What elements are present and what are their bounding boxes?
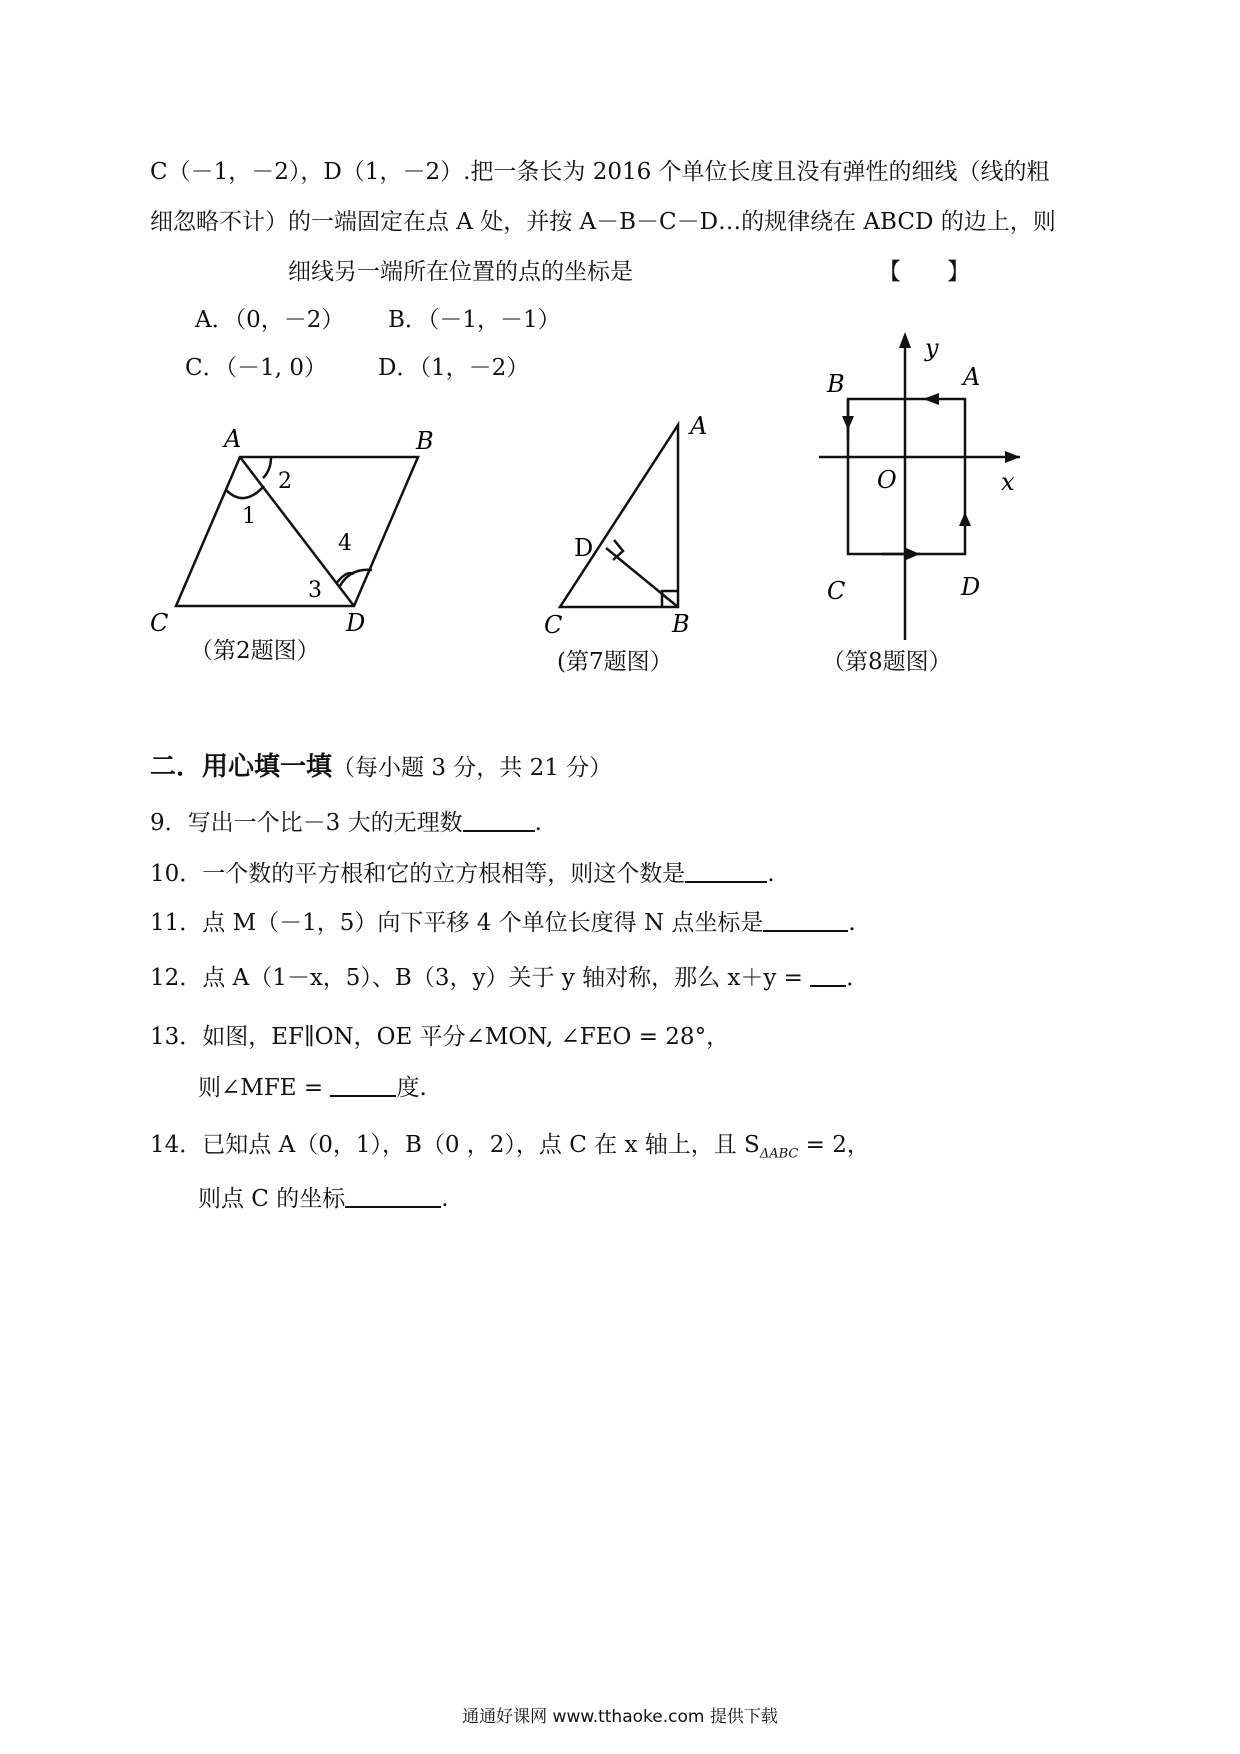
section-2-note: （每小题 3 分，共 21 分） [332, 755, 613, 781]
q8-line1: C（－1，－2），D（1，－2）.把一条长为 2016 个单位长度且没有弹性的细线（线的粗 [150, 159, 1050, 185]
fig8-label-c: C [827, 577, 846, 605]
fig7-label-d: D [574, 534, 594, 562]
fig7-caption: (第7题图） [557, 649, 673, 675]
q9-answer-blank[interactable] [463, 808, 535, 832]
q12-text: 12．点 A（1－x，5）、B（3，y）关于 y 轴对称，那么 x＋y = [150, 965, 803, 991]
q14-answer-blank[interactable] [345, 1184, 441, 1208]
fig2-label-d: D [346, 609, 366, 637]
q11-end: . [848, 910, 856, 936]
q8-line2: 细忽略不计）的一端固定在点 A 处，并按 A－B－C－D…的规律绕在 ABCD 的边上，则 [150, 209, 1056, 235]
question-10 [150, 859, 775, 889]
fig8-label-x: x [1001, 468, 1015, 496]
q13-suffix: 度. [396, 1075, 427, 1101]
fig8-label-a: A [963, 363, 981, 391]
q12-end: ． [846, 965, 870, 991]
fig7-label-b: B [672, 610, 690, 638]
q12-answer-blank[interactable] [810, 963, 846, 987]
question-11 [150, 908, 856, 938]
q14-suffix: . [441, 1186, 449, 1212]
question-12 [150, 963, 869, 993]
figure-7-right-triangle [530, 405, 750, 645]
q8-option-d: D．（1，－2） [378, 355, 530, 381]
q8-line3: 细线另一端所在位置的点的坐标是 [288, 259, 633, 285]
q14-text-end: = 2， [798, 1132, 870, 1158]
q11-answer-blank[interactable] [763, 908, 848, 932]
q11-text: 11．点 M（－1，5）向下平移 4 个单位长度得 N 点坐标是 [150, 910, 764, 936]
question-9 [150, 808, 542, 838]
q9-text: 9．写出一个比－3 大的无理数 [150, 810, 463, 836]
q8-option-a: A．（0，－2） [195, 307, 345, 333]
fig8-label-y: y [925, 334, 939, 362]
q9-end: . [534, 810, 542, 836]
fig7-label-c: C [544, 611, 563, 639]
question-13-line1: 13．如图，EF∥ON，OE 平分∠MON, ∠FEO = 28°， [150, 1024, 730, 1050]
fig7-label-a: A [690, 412, 708, 440]
q14-text: 14．已知点 A（0，1），B（0 ，2），点 C 在 x 轴上，且 S [150, 1132, 760, 1158]
fig2-caption: （第2题图） [190, 638, 320, 664]
q8-option-b: B．（－1，－1） [388, 307, 561, 333]
q14-prefix: 则点 C 的坐标 [198, 1186, 346, 1212]
q13-answer-blank[interactable] [330, 1073, 396, 1097]
q8-option-c: C．（－1, 0） [185, 355, 327, 381]
question-14-line1 [150, 1130, 870, 1170]
fig8-label-d: D [961, 573, 981, 601]
section-2-heading [150, 752, 612, 783]
fig2-label-c: C [150, 609, 169, 637]
fig8-caption: （第8题图） [822, 649, 952, 675]
question-13-line2 [198, 1073, 427, 1103]
fig8-label-o: O [877, 466, 897, 494]
q8-answer-bracket: 【 】 [878, 259, 970, 285]
q13-prefix: 则∠MFE = [198, 1075, 324, 1101]
fig2-angle-4: 4 [338, 531, 352, 556]
fig2-angle-3: 3 [308, 578, 322, 603]
figure-2-parallelogram [140, 420, 480, 650]
q10-answer-blank[interactable] [685, 859, 767, 883]
figure-8-coordinate-rectangle [815, 330, 1040, 645]
q10-text: 10．一个数的平方根和它的立方根相等，则这个数是 [150, 861, 686, 887]
fig2-angle-2: 2 [278, 469, 292, 494]
fig8-label-b: B [827, 370, 845, 398]
q14-area-subscript: ΔABC [759, 1146, 799, 1162]
fig2-label-b: B [416, 427, 434, 455]
section-2-title: 二．用心填一填 [150, 752, 333, 782]
fig2-label-a: A [224, 425, 242, 453]
fig2-angle-1: 1 [242, 504, 256, 529]
question-14-line2 [198, 1184, 449, 1214]
q10-end: . [767, 861, 775, 887]
page-footer: 通通好课网 www.tthaoke.com 提供下载 [462, 1707, 778, 1727]
